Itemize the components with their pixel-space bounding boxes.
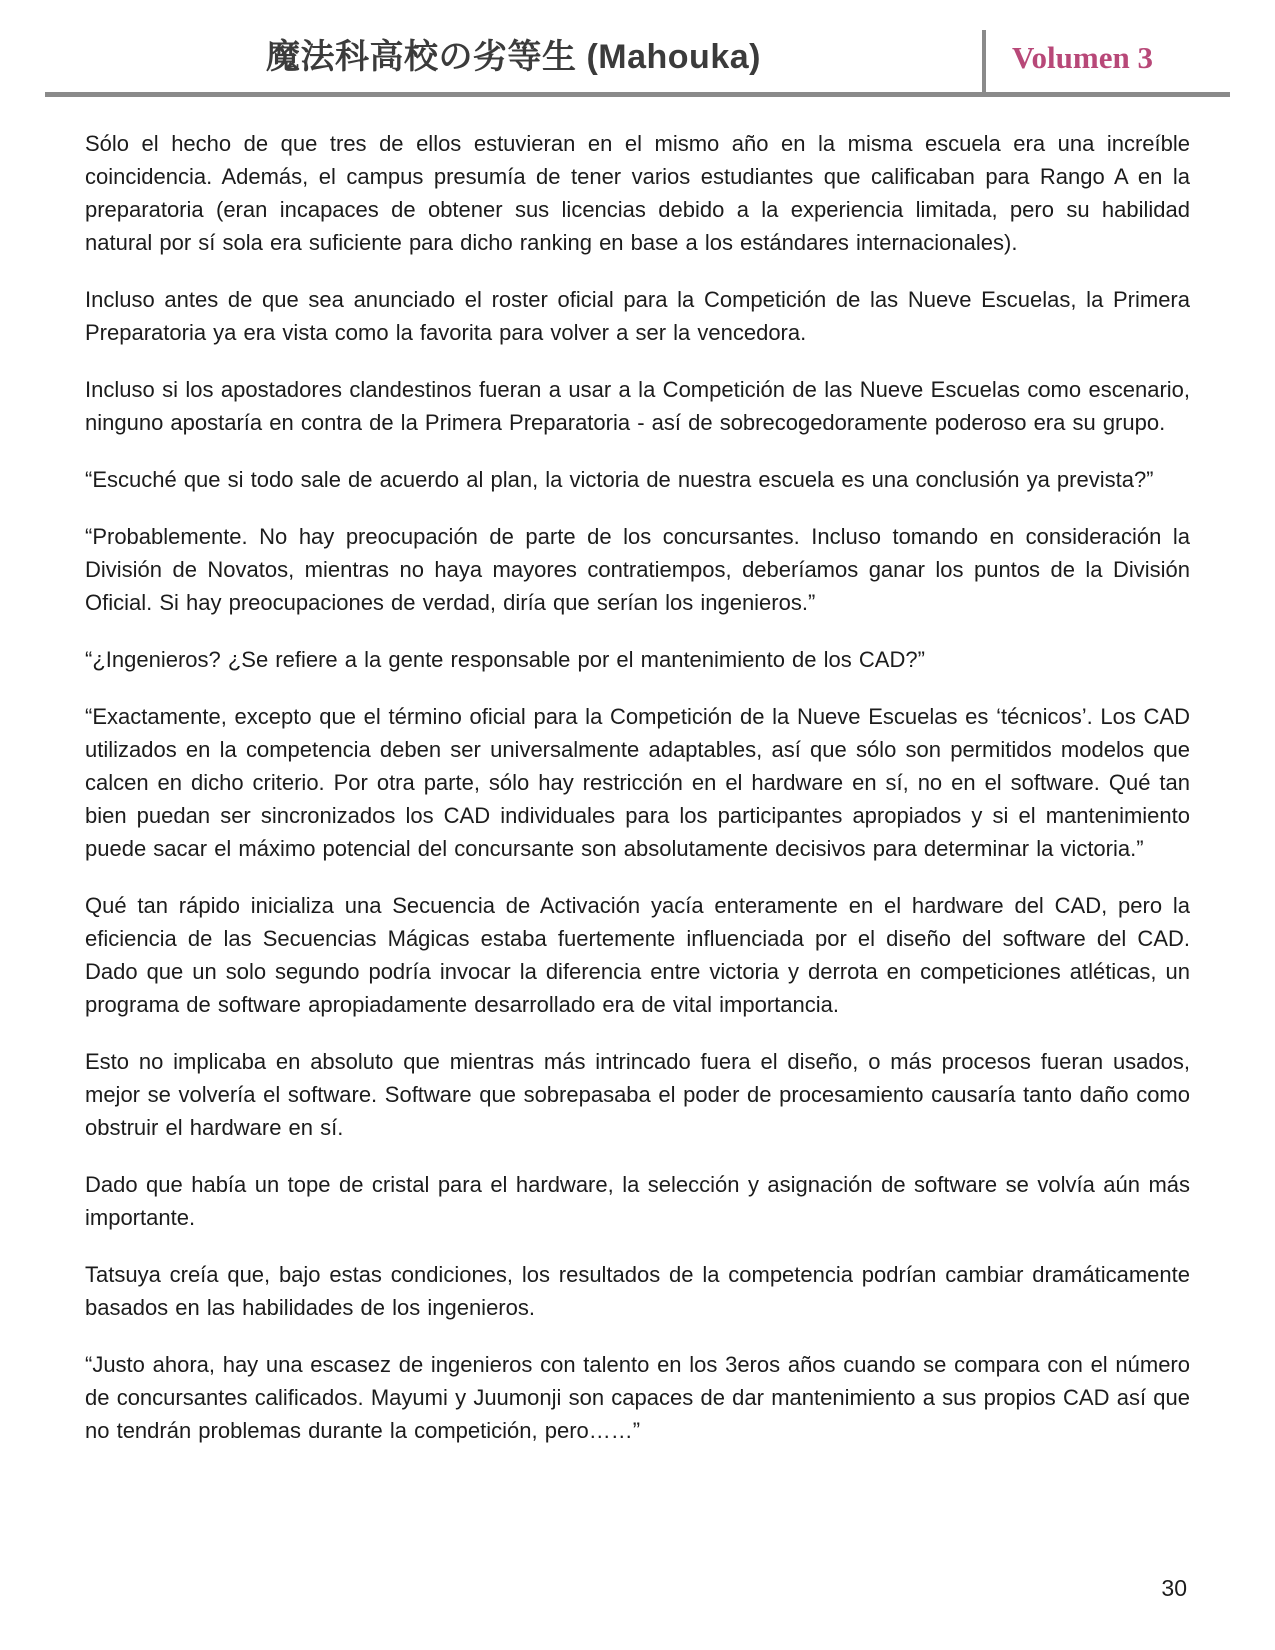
paragraph: Dado que había un tope de cristal para el hardware, la selección y asignación de software se volvía aún más importante. bbox=[85, 1172, 1190, 1230]
paragraph: “¿Ingenieros? ¿Se refiere a la gente responsable por el mantenimiento de los CAD?” bbox=[85, 647, 925, 672]
page-header bbox=[45, 0, 1230, 92]
paragraph: “Exactamente, excepto que el término oficial para la Competición de la Nueve Escuelas es ‘técnicos’. Los CAD utilizados en la competencia deben ser universalmente adaptables, así que sólo son permitidos modelos que calcen en dicho criterio. Por otra parte, sólo hay restricción en el hardware en sí, no en el software. Qué tan bien puedan ser sincronizados los CAD individuales para los participantes apropiados y si el mantenimiento puede sacar el máximo potencial del concursante son absolutamente decisivos para determinar la victoria.” bbox=[85, 704, 1190, 861]
page-number: 30 bbox=[1161, 1575, 1187, 1601]
header-volume-area bbox=[986, 40, 1230, 92]
paragraph: “Escuché que si todo sale de acuerdo al plan, la victoria de nuestra escuela es una conclusión ya prevista?” bbox=[85, 467, 1154, 492]
paragraph: “Probablemente. No hay preocupación de parte de los concursantes. Incluso tomando en consideración la División de Novatos, mientras no haya mayores contratiempos, deberíamos ganar los puntos de la División Oficial. Si hay preocupaciones de verdad, diría que serían los ingenieros.” bbox=[85, 524, 1190, 615]
paragraph: Sólo el hecho de que tres de ellos estuvieran en el mismo año en la misma escuela era una increíble coincidencia. Además, el campus presumía de tener varios estudiantes que calificaban para Rango A en la preparatoria (eran incapaces de obtener sus licencias debido a la experiencia limitada, pero su habilidad natural por sí sola era suficiente para dicho ranking en base a los estándares internacionales). bbox=[85, 131, 1190, 255]
paragraph: Incluso si los apostadores clandestinos fueran a usar a la Competición de las Nueve Escuelas como escenario, ninguno apostaría en contra de la Primera Preparatoria - así de sobrecogedoramente poderoso era su grupo. bbox=[85, 377, 1190, 435]
paragraph: Qué tan rápido inicializa una Secuencia de Activación yacía enteramente en el hardware del CAD, pero la eficiencia de las Secuencias Mágicas estaba fuertemente influenciada por el diseño del software del CAD. Dado que un solo segundo podría invocar la diferencia entre victoria y derrota en competiciones atléticas, un programa de software apropiadamente desarrollado era de vital importancia. bbox=[85, 893, 1190, 1017]
paragraph: Tatsuya creía que, bajo estas condiciones, los resultados de la competencia podrían cambiar dramáticamente basados en las habilidades de los ingenieros. bbox=[85, 1262, 1190, 1320]
paragraph: Esto no implicaba en absoluto que mientras más intrincado fuera el diseño, o más procesos fueran usados, mejor se volvería el software. Software que sobrepasaba el poder de procesamiento causaría tanto daño como obstruir el hardware en sí. bbox=[85, 1049, 1190, 1140]
page-title: 魔法科高校の劣等生 (Mahouka) bbox=[266, 38, 761, 76]
volume-label: Volumen 3 bbox=[1012, 40, 1153, 75]
paragraph: “Justo ahora, hay una escasez de ingenieros con talento en los 3eros años cuando se compara con el número de concursantes calificados. Mayumi y Juumonji son capaces de dar mantenimiento a sus propios CAD así que no tendrán problemas durante la competición, pero……” bbox=[85, 1352, 1190, 1443]
paragraph: Incluso antes de que sea anunciado el roster oficial para la Competición de las Nueve Escuelas, la Primera Preparatoria ya era vista como la favorita para volver a ser la vencedora. bbox=[85, 287, 1190, 345]
header-rule bbox=[45, 92, 1230, 97]
header-title-area bbox=[45, 29, 982, 92]
document-body bbox=[85, 127, 1190, 1447]
